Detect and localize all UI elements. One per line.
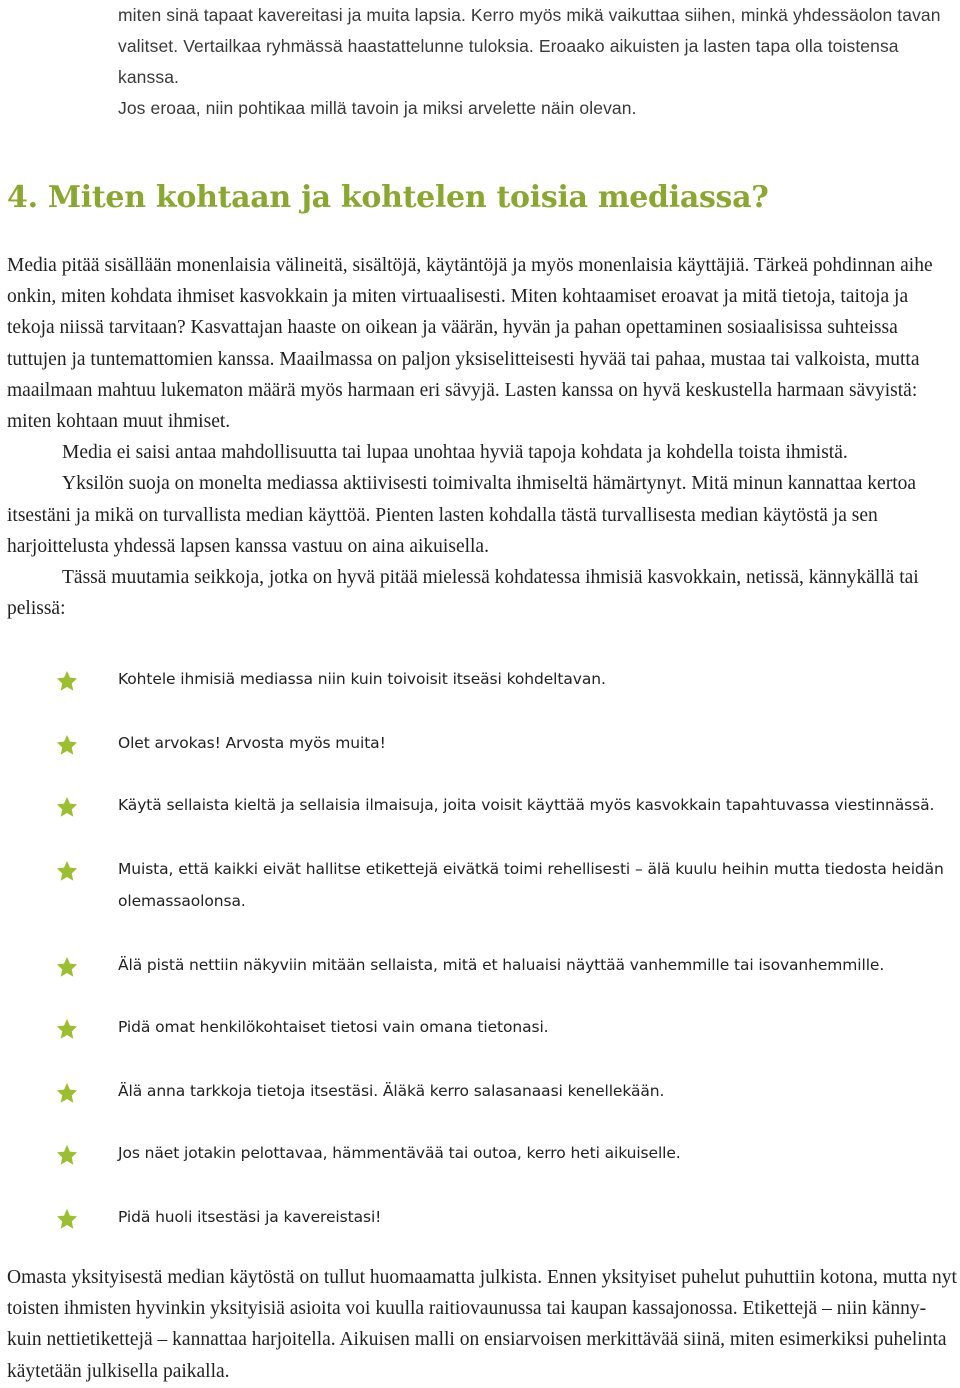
paragraph: Yksilön suoja on monelta mediassa aktiivisesti toimivalta ihmiseltä hämärtynyt. Mitä minun kannattaa kertoa itsestäni ja mikä on turvallista median käyttöä. Pienten lasten kohdalla tästä turvallisesta median käytöstä ja sen harjoittelusta yhdessä lapsen kanssa vastuu on aina aikuisella. <box>7 473 917 557</box>
star-icon <box>56 1208 78 1230</box>
star-icon <box>56 670 78 692</box>
list-item-text: Älä anna tarkkoja tietoja itsestäsi. Äläkä kerro salasanaasi kenellekään. <box>118 1082 665 1100</box>
star-icon <box>56 1018 78 1040</box>
paragraph: Media pitää sisällään monenlaisia välineitä, sisältöjä, käytäntöjä ja myös monenlaisia käyttäjiä. Tärkeä pohdinnan aihe onkin, miten kohdata ihmiset kasvokkain ja miten virtuaalisesti. Miten kohtaamiset eroavat ja mitä tietoja, taitoja ja tekoja niissä tarvitaan? Kasvattajan haaste on oikean ja väärän, hyvän ja pahan opettaminen sosiaalisissa suhteissa tuttujen ja tuntemattomien kanssa. Maailmassa on paljon yksiselitteisesti hyvää tai pahaa, mustaa tai valkoista, mutta maailmaan mahtuu lukematon määrä myös harmaan eri sävyjä. Lasten kanssa on hyvä keskustella harmaan sävyistä: miten kohtaan muut ihmiset. <box>7 255 933 433</box>
list-item-text: Olet arvokas! Arvosta myös muita! <box>118 734 386 752</box>
intro-line: Jos eroaa, niin pohtikaa millä tavoin ja miksi arvelette näin olevan. <box>118 98 637 118</box>
section-heading: 4. Miten kohtaan ja kohtelen toisia mediassa? <box>7 180 769 215</box>
list-item-text: Pidä omat henkilökohtaiset tietosi vain omana tietonasi. <box>118 1018 549 1036</box>
star-icon <box>56 1082 78 1104</box>
list-item-text: Jos näet jotakin pelottavaa, hämmentävää tai outoa, kerro heti aikuiselle. <box>118 1144 681 1162</box>
star-icon <box>56 734 78 756</box>
list-item-text: Muista, että kaikki eivät hallitse etikettejä eivätkä toimi rehellisesti – älä kuulu heihin mutta tiedosta heidän olemassaolonsa. <box>118 860 944 910</box>
list-item-text: Älä pistä nettiin näkyviin mitään sellaista, mitä et haluaisi näyttää vanhemmille tai isovanhemmille. <box>118 956 885 974</box>
closing-paragraph <box>7 1262 957 1387</box>
intro-line: valitset. Vertailkaa ryhmässä haastattelunne tuloksia. Eroaako aikuisten ja lasten tapa olla toistensa kanssa. <box>118 36 899 87</box>
list-item-text: Kohtele ihmisiä mediassa niin kuin toivoisit itseäsi kohdeltavan. <box>118 670 606 688</box>
paragraph: Media ei saisi antaa mahdollisuutta tai lupaa unohtaa hyviä tapoja kohdata ja kohdella toista ihmistä. <box>62 442 848 464</box>
star-icon <box>56 796 78 818</box>
star-icon <box>56 860 78 882</box>
intro-line: miten sinä tapaat kavereitasi ja muita lapsia. Kerro myös mikä vaikuttaa siihen, minkä yhdessäolon tavan <box>118 5 941 25</box>
star-icon <box>56 956 78 978</box>
star-icon <box>56 1144 78 1166</box>
intro-text <box>118 0 960 124</box>
paragraph: Omasta yksityisestä median käytöstä on tullut huomaamatta julkista. Ennen yksityiset puhelut puhuttiin kotona, mutta nyt toisten ihmisten hyvinkin yksityisiä asioita voi kuulla raitiovaunussa tai kaupan kassajonossa. Etikettejä – niin känny- kuin nettietikettejä – kannattaa harjoitella. Aikuisen malli on ensiarvoisen merkittävää siinä, miten esimerkiksi puhelinta käytetään julkisella paikalla. <box>7 1267 957 1382</box>
paragraph: Tässä muutamia seikkoja, jotka on hyvä pitää mielessä kohdatessa ihmisiä kasvokkain, netissä, kännykällä tai pelissä: <box>7 567 919 620</box>
section-body <box>7 250 957 624</box>
list-item-text: Käytä sellaista kieltä ja sellaisia ilmaisuja, joita voisit käyttää myös kasvokkain tapahtuvassa viestinnässä. <box>118 796 935 814</box>
list-item-text: Pidä huoli itsestäsi ja kavereistasi! <box>118 1208 382 1226</box>
